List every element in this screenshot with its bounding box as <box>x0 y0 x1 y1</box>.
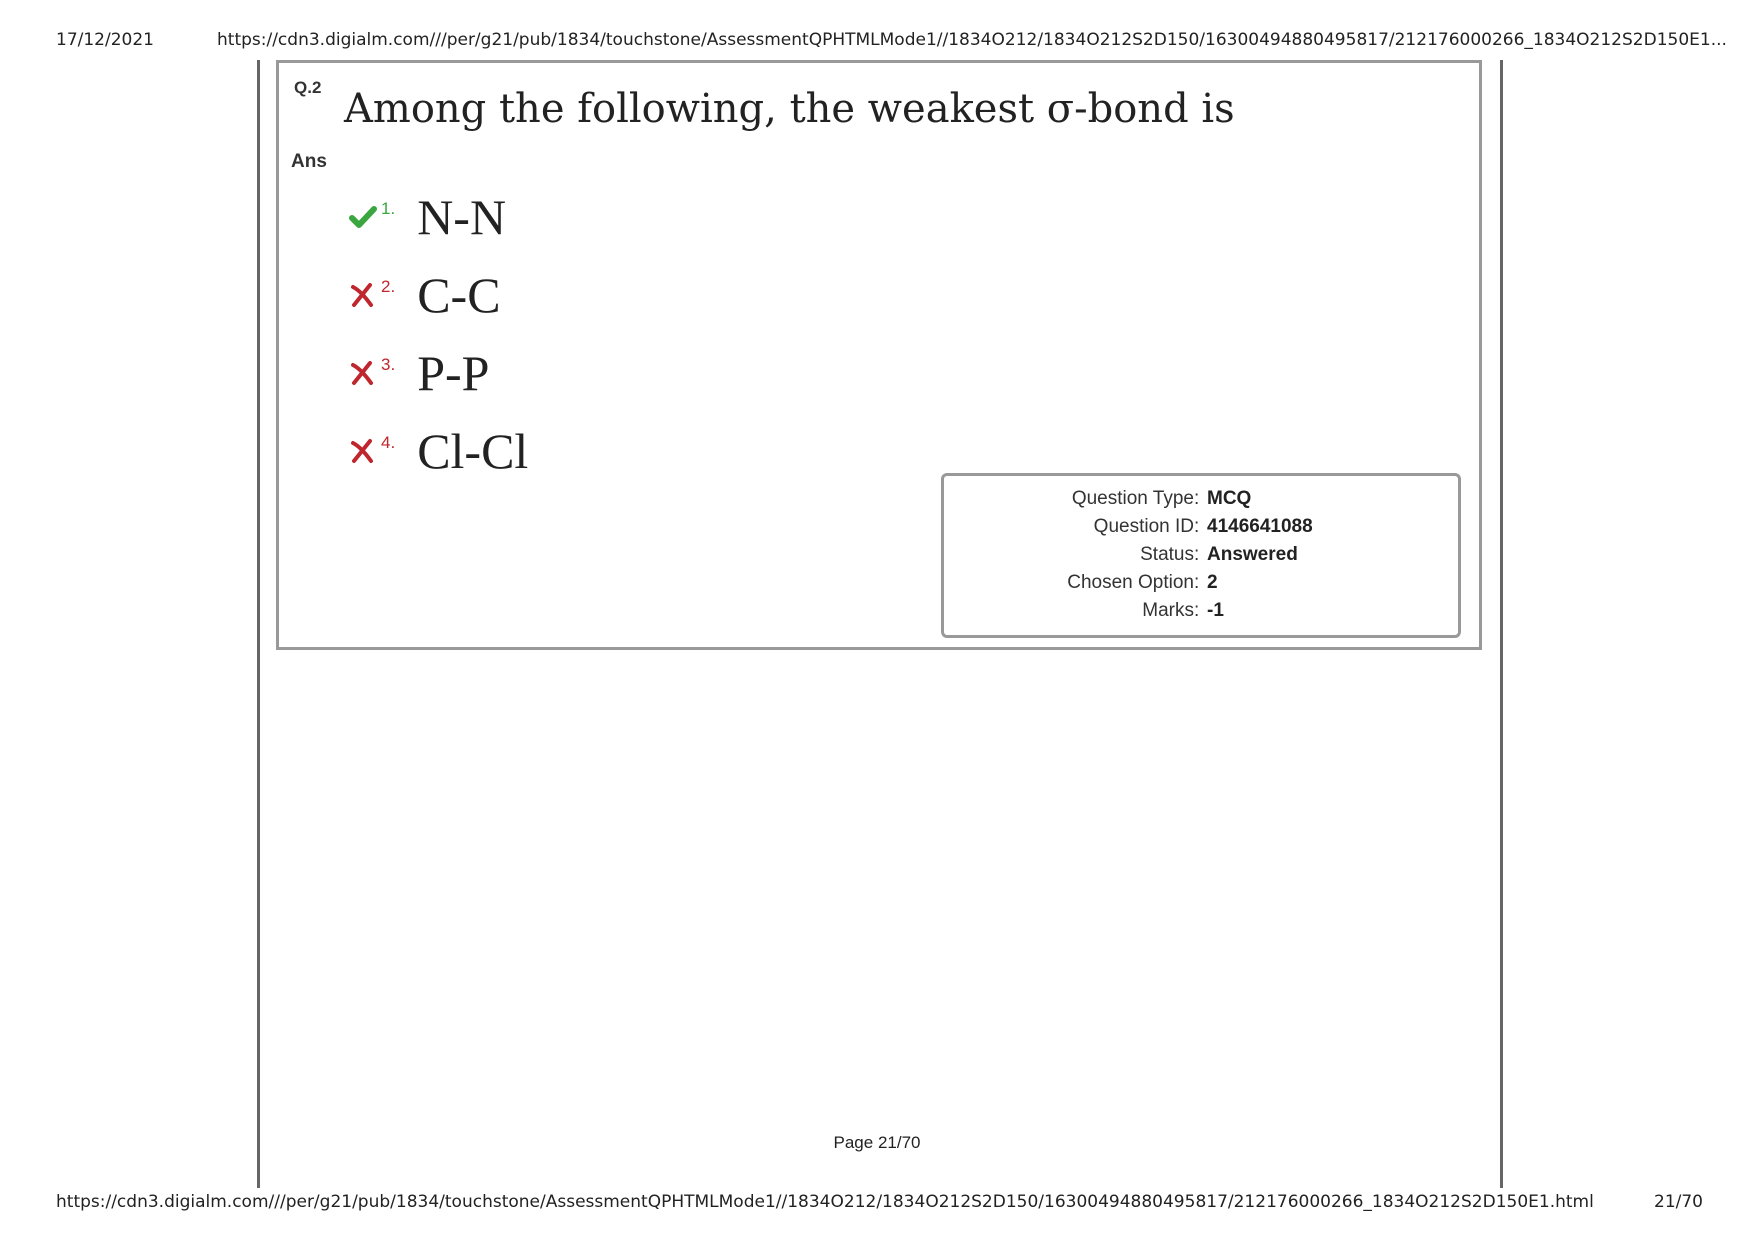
info-label: Status <box>1140 544 1194 565</box>
info-value: Answered <box>1207 544 1298 565</box>
question-number: Q.2 <box>294 78 322 97</box>
info-row-status <box>944 544 1458 572</box>
option-text: N-N <box>417 189 507 245</box>
page-number: Page 21/70 <box>833 1133 921 1152</box>
question-box <box>276 60 1482 650</box>
question-info-box <box>941 473 1461 638</box>
info-row-chosen-option <box>944 572 1458 600</box>
info-separator: : <box>1194 488 1200 509</box>
option-text: P-P <box>417 345 490 401</box>
option-3 <box>349 343 489 403</box>
option-number: 4. <box>381 433 396 452</box>
info-row-question-id <box>944 516 1458 544</box>
option-number: 3. <box>381 355 396 374</box>
info-row-marks <box>944 600 1458 628</box>
header-url: https://cdn3.digialm.com///per/g21/pub/1834/touchstone/AssessmentQPHTMLMode1//1834O212/1834O212S2D150/16300494880495817/212176000266_1834O212S2D150E1... <box>217 30 1727 50</box>
option-4 <box>349 421 528 481</box>
info-label: Marks <box>1142 600 1194 621</box>
info-label: Question Type <box>1071 488 1194 509</box>
option-1 <box>349 187 506 247</box>
check-icon <box>349 203 377 231</box>
info-value: MCQ <box>1207 488 1252 509</box>
cross-icon <box>349 281 377 309</box>
info-label: Chosen Option <box>1067 572 1194 593</box>
info-label: Question ID <box>1093 516 1194 537</box>
option-text: C-C <box>417 267 501 323</box>
cross-icon <box>349 359 377 387</box>
info-value: 4146641088 <box>1207 516 1313 537</box>
left-margin-line <box>257 60 260 1188</box>
header-date: 17/12/2021 <box>56 30 154 50</box>
footer-url: https://cdn3.digialm.com///per/g21/pub/1834/touchstone/AssessmentQPHTMLMode1//1834O212/1834O212S2D150/16300494880495817/212176000266_1834O212S2D150E1.html <box>56 1192 1594 1212</box>
answer-label: Ans <box>291 151 327 172</box>
info-separator: : <box>1194 516 1200 537</box>
info-separator: : <box>1194 572 1200 593</box>
info-row-question-type <box>944 488 1458 516</box>
option-number: 1. <box>381 199 396 218</box>
info-value: 2 <box>1207 572 1218 593</box>
cross-icon <box>349 437 377 465</box>
right-margin-line <box>1500 60 1503 1188</box>
info-separator: : <box>1194 600 1200 621</box>
question-text: Among the following, the weakest σ-bond is <box>344 86 1235 132</box>
option-text: Cl-Cl <box>417 423 529 479</box>
info-value: -1 <box>1207 600 1224 621</box>
option-number: 2. <box>381 277 396 296</box>
footer-page: 21/70 <box>1654 1192 1703 1212</box>
option-2 <box>349 265 501 325</box>
info-separator: : <box>1194 544 1200 565</box>
